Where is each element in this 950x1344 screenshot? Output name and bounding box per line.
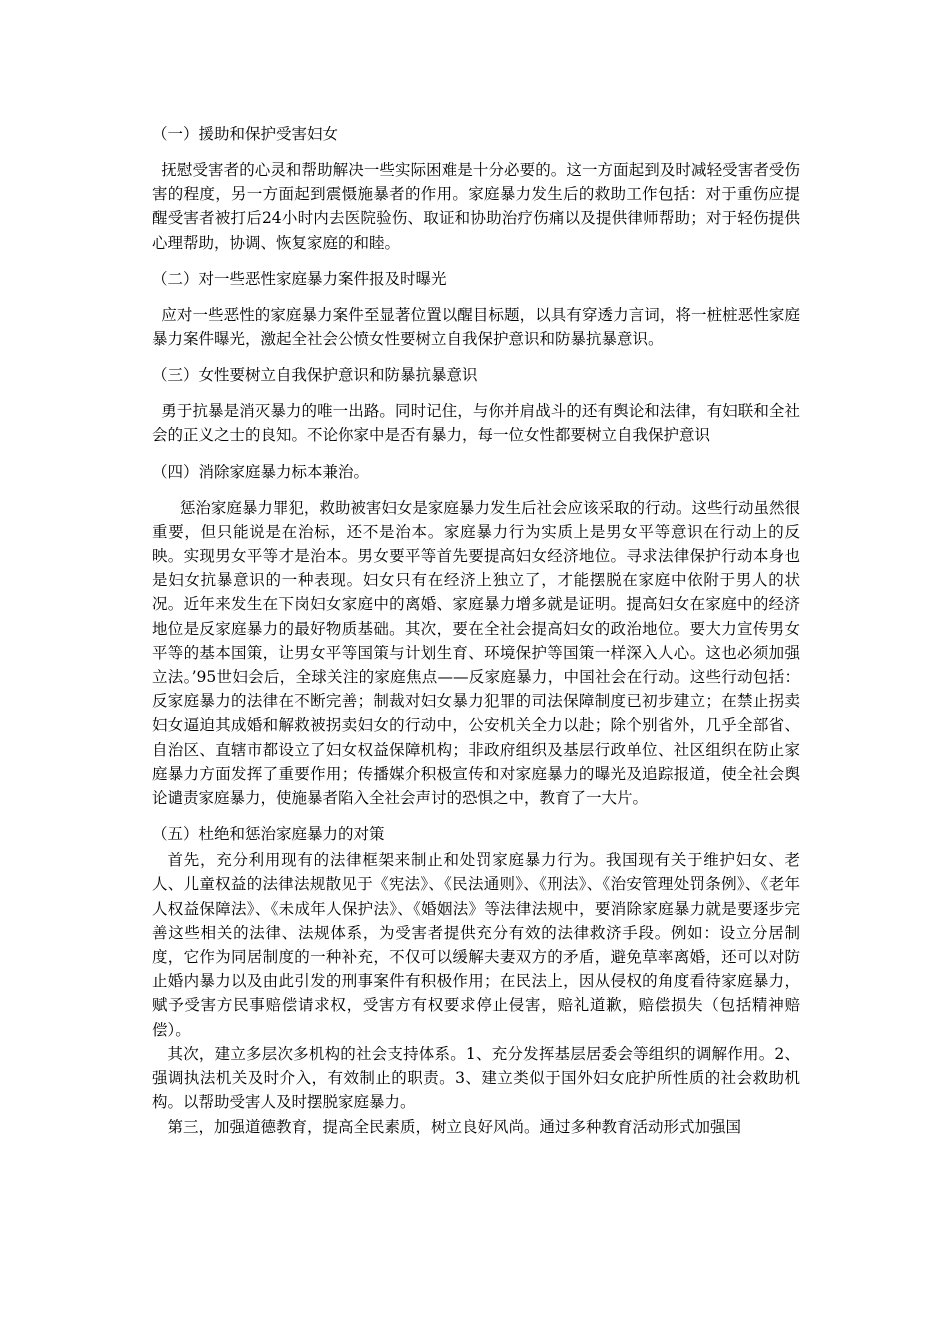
section-1-paragraph: 抚慰受害者的心灵和帮助解决一些实际困难是十分必要的。这一方面起到及时减轻受害者受伤害的程度，另一方面起到震慑施暴者的作用。家庭暴力发生后的救助工作包括：对于重伤应提醒受害者被打后24小时内去医院验伤、取证和协助治疗伤痛以及提供律师帮助；对于轻伤提供心理帮助，协调、恢复家庭的和睦。 xyxy=(152,161,800,252)
section-heading-1: （一）援助和保护受害妇女 xyxy=(152,125,339,143)
section-3-paragraph: 勇于抗暴是消灭暴力的唯一出路。同时记住，与你并肩战斗的还有舆论和法律，有妇联和全社会的正义之士的良知。不论你家中是否有暴力，每一位女性都要树立自我保护意识 xyxy=(152,402,800,445)
section-2-paragraph: 应对一些恶性的家庭暴力案件至显著位置以醒目标题，以具有穿透力言词，将一桩桩恶性家庭暴力案件曝光，激起全社会公愤女性要树立自我保护意识和防暴抗暴意识。 xyxy=(152,305,800,349)
section-5-paragraph-2: 其次，建立多层次多机构的社会支持体系。1、充分发挥基层居委会等组织的调解作用。2、强调执法机关及时介入，有效制止的职责。3、建立类似于国外妇女庇护所性质的社会救助机构。以帮助受害人及时摆脱家庭暴力。 xyxy=(152,1044,800,1112)
section-heading-4: （四）消除家庭暴力标本兼治。 xyxy=(152,462,370,481)
section-heading-5: （五）杜绝和惩治家庭暴力的对策 xyxy=(152,825,385,844)
document-page xyxy=(152,122,800,1139)
section-heading-3: （三）女性要树立自我保护意识和防暴抗暴意识 xyxy=(152,366,478,385)
section-5-paragraph-1: 首先，充分利用现有的法律框架来制止和处罚家庭暴力行为。我国现有关于维护妇女、老人、儿童权益的法律法规散见于《宪法》、《民法通则》、《刑法》、《治安管理处罚条例》、《老年人权益保障法》、《未成年人保护法》、《婚姻法》等法律法规中，要消除家庭暴力就是要逐步完善这些相关的法律、法规体系，为受害者提供充分有效的法律救济手段。例如：设立分居制度，它作为同居制度的一种补充，不仅可以缓解夫妻双方的矛盾，避免草率离婚，还可以对防止婚内暴力以及由此引发的刑事案件有积极作用；在民法上，因从侵权的角度看待家庭暴力，赋予受害方民事赔偿请求权，受害方有权要求停止侵害，赔礼道歉，赔偿损失（包括精神赔偿）。 xyxy=(152,851,800,1039)
section-4-paragraph: 惩治家庭暴力罪犯，救助被害妇女是家庭暴力发生后社会应该采取的行动。这些行动虽然很重要，但只能说是在治标，还不是治本。家庭暴力行为实质上是男女平等意识在行动上的反映。实现男女平等才是治本。男女要平等首先要提高妇女经济地位。寻求法律保护行动本身也是妇女抗暴意识的一种表现。妇女只有在经济上独立了，才能摆脱在家庭中依附于男人的状况。近年来发生在下岗妇女家庭中的离婚、家庭暴力增多就是证明。提高妇女在家庭中的经济地位是反家庭暴力的最好物质基础。其次，要在全社会提高妇女的政治地位。要大力宣传男女平等的基本国策，让男女平等国策与计划生育、环境保护等国策一样深入人心。这也必须加强立法。’95世妇会后，全球关注的家庭焦点——反家庭暴力，中国社会在行动。这些行动包括：反家庭暴力的法律在不断完善；制裁对妇女暴力犯罪的司法保障制度已初步建立；在禁止拐卖妇女逼迫其成婚和解救被拐卖妇女的行动中，公安机关全力以赴；除个别省外，几乎全部省、自治区、直辖市都设立了妇女权益保障机构；非政府组织及基层行政单位、社区组织在防止家庭暴力方面发挥了重要作用；传播媒介积极宣传和对家庭暴力的曝光及追踪报道，使全社会舆论谴责家庭暴力，使施暴者陷入全社会声讨的恐惧之中，教育了一大片。 xyxy=(152,498,800,808)
section-heading-2: （二）对一些恶性家庭暴力案件报及时曝光 xyxy=(152,269,447,288)
section-5-paragraph-3: 第三，加强道德教育，提高全民素质，树立良好风尚。通过多种教育活动形式加强国 xyxy=(167,1117,742,1136)
